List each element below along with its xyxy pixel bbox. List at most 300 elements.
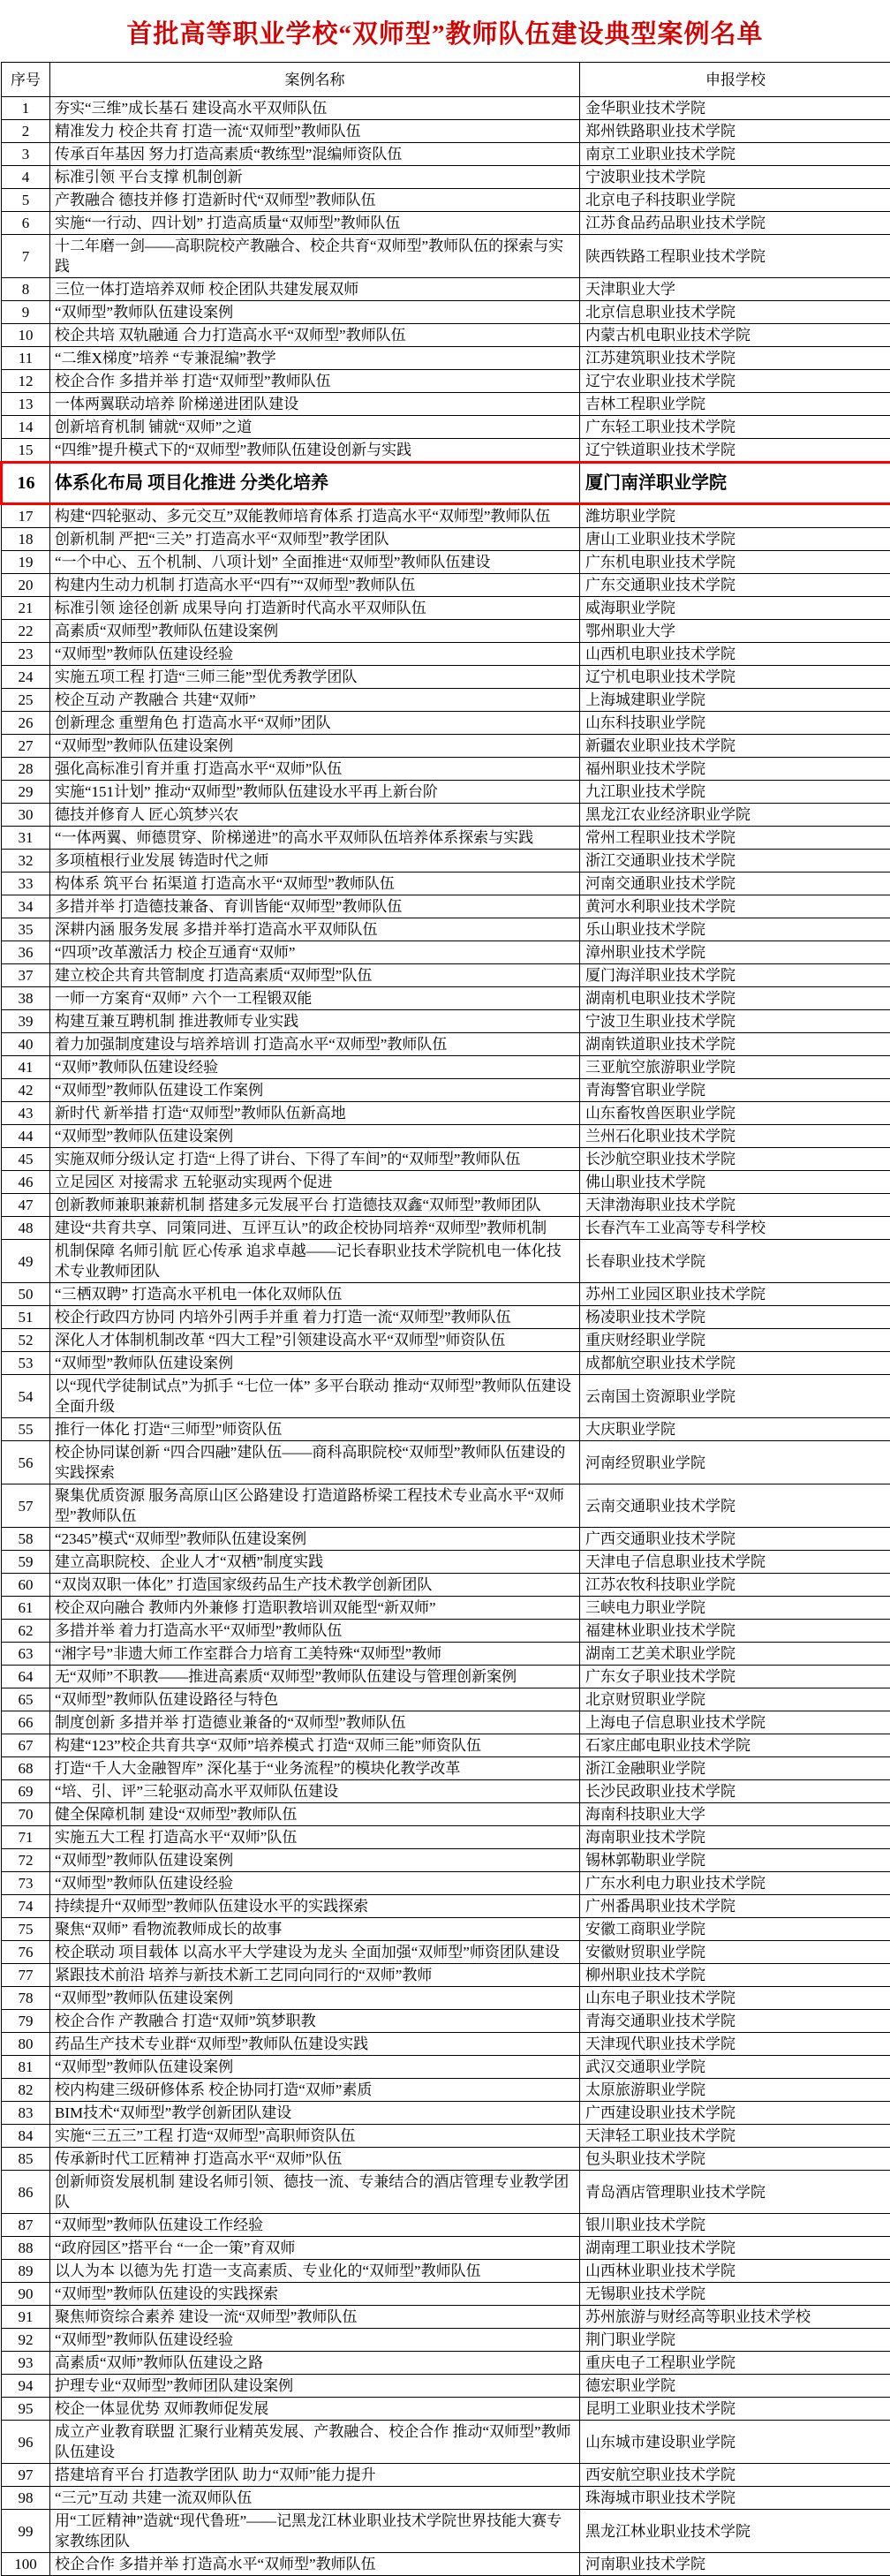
school-name: 金华职业技术学院 xyxy=(580,97,890,120)
case-name: 实施“一行动、四计划” 打造高质量“双师型”教师队伍 xyxy=(50,212,580,235)
case-name: 传承百年基因 努力打造高素质“教练型”混编师资队伍 xyxy=(50,143,580,166)
row-index: 29 xyxy=(2,781,50,804)
case-name: 构建互兼互聘机制 推进教师专业实践 xyxy=(50,1010,580,1033)
row-index: 91 xyxy=(2,2306,50,2329)
case-name: 成立产业教育联盟 汇聚行业精英发展、产教融合、校企合作 推动“双师型”教师队伍建设 xyxy=(50,2421,580,2464)
row-index: 99 xyxy=(2,2510,50,2553)
row-index: 42 xyxy=(2,1079,50,1102)
school-name: 山东畜牧兽医职业学院 xyxy=(580,1102,890,1125)
case-name: 创新培育机制 铺就“双师”之道 xyxy=(50,416,580,439)
school-name: 唐山工业职业技术学院 xyxy=(580,528,890,551)
table-row xyxy=(2,2398,890,2421)
row-index: 12 xyxy=(2,370,50,393)
table-row xyxy=(2,2283,890,2306)
row-index: 81 xyxy=(2,2056,50,2079)
case-name: 一师一方案育“双师” 六个一工程锻双能 xyxy=(50,987,580,1010)
case-name: 校企行政四方协同 内培外引两手并重 着力打造一流“双师型”教师队伍 xyxy=(50,1306,580,1329)
school-name: 三亚航空旅游职业学院 xyxy=(580,1056,890,1079)
school-name: 广西交通职业技术学院 xyxy=(580,1528,890,1551)
case-name: 校企合作 产教融合 打造“双师”筑梦职教 xyxy=(50,2010,580,2033)
school-name: 云南交通职业技术学院 xyxy=(580,1484,890,1528)
table-row xyxy=(2,212,890,235)
table-row xyxy=(2,189,890,212)
table-row xyxy=(2,528,890,551)
table-row xyxy=(2,1079,890,1102)
school-name: 南京工业职业技术学院 xyxy=(580,143,890,166)
school-name: 北京财贸职业学院 xyxy=(580,1688,890,1711)
table-row xyxy=(2,1918,890,1941)
row-index: 85 xyxy=(2,2148,50,2171)
case-name: “双师”教师队伍建设经验 xyxy=(50,1056,580,1079)
school-name: 新疆农业职业技术学院 xyxy=(580,735,890,758)
case-name: 强化高标准引育并重 打造高水平“双师”队伍 xyxy=(50,758,580,781)
school-name: 天津职业大学 xyxy=(580,278,890,301)
row-index: 77 xyxy=(2,1964,50,1987)
row-index: 40 xyxy=(2,1033,50,1056)
school-name: 长沙民政职业技术学院 xyxy=(580,1780,890,1803)
table-row xyxy=(2,1941,890,1964)
row-index: 45 xyxy=(2,1148,50,1171)
table-row xyxy=(2,643,890,666)
school-name: 广东交通职业技术学院 xyxy=(580,574,890,597)
row-index: 24 xyxy=(2,666,50,689)
case-name: 深化人才体制机制改革 “四大工程”引领建设高水平“双师型”师资队伍 xyxy=(50,1329,580,1352)
school-name: 重庆财经职业学院 xyxy=(580,1329,890,1352)
case-name: “双师型”教师队伍建设案例 xyxy=(50,2056,580,2079)
case-name: 深耕内涵 服务发展 多措并举打造高水平双师队伍 xyxy=(50,918,580,941)
case-name: 建立校企共育共管制度 打造高素质“双师型”队伍 xyxy=(50,964,580,987)
school-name: 长春职业技术学院 xyxy=(580,1240,890,1283)
case-name: 多措并举 着力打造高水平“双师型”教师队伍 xyxy=(50,1620,580,1643)
school-name: 河南职业技术学院 xyxy=(580,2553,890,2576)
table-row xyxy=(2,1033,890,1056)
row-index: 17 xyxy=(2,504,50,528)
row-index: 47 xyxy=(2,1194,50,1217)
table-row xyxy=(2,1010,890,1033)
case-name: “一体两翼、师德贯穿、阶梯递进”的高水平双师队伍培养体系探索与实践 xyxy=(50,827,580,850)
case-name: 构建“四轮驱动、多元交互”双能教师培育体系 打造高水平“双师型”教师队伍 xyxy=(50,504,580,528)
table-row xyxy=(2,2033,890,2056)
case-name: “双师型”教师队伍建设案例 xyxy=(50,1125,580,1148)
school-name: 河南经贸职业学院 xyxy=(580,1441,890,1484)
table-row xyxy=(2,1194,890,1217)
case-name: 创新教师兼职兼薪机制 搭建多元发展平台 打造德技双鑫“双师型”教师团队 xyxy=(50,1194,580,1217)
school-name: 长沙航空职业技术学院 xyxy=(580,1148,890,1171)
school-name: 天津渤海职业技术学院 xyxy=(580,1194,890,1217)
case-name: 校企共培 双轨融通 合力打造高水平“双师型”教师队伍 xyxy=(50,324,580,347)
school-name: 吉林工程职业学院 xyxy=(580,393,890,416)
table-row xyxy=(2,1849,890,1872)
case-name: 产教融合 德技并修 打造新时代“双师型”教师队伍 xyxy=(50,189,580,212)
table-row xyxy=(2,2260,890,2283)
school-name: 北京电子科技职业学院 xyxy=(580,189,890,212)
school-name: 德宏职业学院 xyxy=(580,2375,890,2398)
table-row xyxy=(2,712,890,735)
case-name: “2345”模式“双师型”教师队伍建设案例 xyxy=(50,1528,580,1551)
school-name: 辽宁机电职业技术学院 xyxy=(580,666,890,689)
table-row xyxy=(2,2125,890,2148)
table-row xyxy=(2,1171,890,1194)
school-name: 包头职业技术学院 xyxy=(580,2148,890,2171)
school-name: 鄂州职业大学 xyxy=(580,620,890,643)
case-name: 聚焦师资综合素养 建设一流“双师型”教师队伍 xyxy=(50,2306,580,2329)
school-name: 杨凌职业技术学院 xyxy=(580,1306,890,1329)
row-index: 80 xyxy=(2,2033,50,2056)
school-name: 厦门南洋职业学院 xyxy=(580,463,890,504)
table-row xyxy=(2,2102,890,2125)
case-name: 实施“151计划” 推动“双师型”教师队伍建设水平再上新台阶 xyxy=(50,781,580,804)
school-name: 湖南理工职业技术学院 xyxy=(580,2237,890,2260)
row-index: 53 xyxy=(2,1352,50,1375)
school-name: 陕西铁路工程职业技术学院 xyxy=(580,235,890,278)
table-row xyxy=(2,97,890,120)
school-name: 云南国土资源职业学院 xyxy=(580,1375,890,1418)
row-index: 28 xyxy=(2,758,50,781)
case-name: 建立高职院校、企业人才“双栖”制度实践 xyxy=(50,1551,580,1574)
row-index: 23 xyxy=(2,643,50,666)
row-index: 43 xyxy=(2,1102,50,1125)
row-index: 48 xyxy=(2,1217,50,1240)
school-name: 浙江交通职业技术学院 xyxy=(580,850,890,873)
case-name: “三元”互动 共建一流双师队伍 xyxy=(50,2487,580,2510)
school-name: 昆明工业职业技术学院 xyxy=(580,2398,890,2421)
row-index: 60 xyxy=(2,1574,50,1597)
row-index: 59 xyxy=(2,1551,50,1574)
case-name: 药品生产技术专业群“双师型”教师队伍建设实践 xyxy=(50,2033,580,2056)
case-name: “双师型”教师队伍建设的实践探索 xyxy=(50,2283,580,2306)
case-name: 传承新时代工匠精神 打造高水平“双师”队伍 xyxy=(50,2148,580,2171)
row-index: 88 xyxy=(2,2237,50,2260)
table-row xyxy=(2,1056,890,1079)
table-row xyxy=(2,1826,890,1849)
case-name: “三栖双聘” 打造高水平机电一体化双师队伍 xyxy=(50,1283,580,1306)
school-name: 武汉交通职业学院 xyxy=(580,2056,890,2079)
row-index: 34 xyxy=(2,895,50,918)
table-row xyxy=(2,235,890,278)
school-name: 青海警官职业学院 xyxy=(580,1079,890,1102)
table-row xyxy=(2,2510,890,2553)
table-row xyxy=(2,347,890,370)
table-row xyxy=(2,1217,890,1240)
case-name: “双师型”教师队伍建设工作经验 xyxy=(50,2214,580,2237)
table-row xyxy=(2,895,890,918)
row-index: 20 xyxy=(2,574,50,597)
row-index: 37 xyxy=(2,964,50,987)
case-name: 精准发力 校企共育 打造一流“双师型”教师队伍 xyxy=(50,120,580,143)
case-name: 高素质“双师”教师队伍建设之路 xyxy=(50,2352,580,2375)
case-name: 校企合作 多措并举 打造高水平“双师型”教师队伍 xyxy=(50,2553,580,2576)
school-name: 广州番禺职业技术学院 xyxy=(580,1895,890,1918)
case-name: 无“双师”不职教——推进高素质“双师型”教师队伍建设与管理创新案例 xyxy=(50,1666,580,1688)
case-name: 紧跟技术前沿 培养与新技术新工艺同向同行的“双师”教师 xyxy=(50,1964,580,1987)
row-index: 39 xyxy=(2,1010,50,1033)
school-name: 长春汽车工业高等专科学校 xyxy=(580,1217,890,1240)
row-index: 76 xyxy=(2,1941,50,1964)
table-row xyxy=(2,2421,890,2464)
table-row xyxy=(2,1872,890,1895)
school-name: 山西机电职业技术学院 xyxy=(580,643,890,666)
table-row xyxy=(2,324,890,347)
school-name: 荆门职业学院 xyxy=(580,2329,890,2352)
table-row xyxy=(2,2487,890,2510)
case-name: “双师型”教师队伍建设案例 xyxy=(50,735,580,758)
row-index: 65 xyxy=(2,1688,50,1711)
school-name: 山东电子职业技术学院 xyxy=(580,1987,890,2010)
row-index: 38 xyxy=(2,987,50,1010)
table-row xyxy=(2,1574,890,1597)
case-name: “双师型”教师队伍建设案例 xyxy=(50,1352,580,1375)
row-index: 92 xyxy=(2,2329,50,2352)
table-row xyxy=(2,827,890,850)
row-index: 46 xyxy=(2,1171,50,1194)
school-name: 海南科技职业大学 xyxy=(580,1803,890,1826)
case-name: “四项”改革激活力 校企互通育“双师” xyxy=(50,941,580,964)
row-index: 69 xyxy=(2,1780,50,1803)
table-row xyxy=(2,551,890,574)
table-row xyxy=(2,439,890,463)
row-index: 2 xyxy=(2,120,50,143)
case-name: 校企合作 多措并举 打造“双师型”教师队伍 xyxy=(50,370,580,393)
school-name: 江苏建筑职业技术学院 xyxy=(580,347,890,370)
case-name: 着力加强制度建设与培养培训 打造高水平“双师型”教师队伍 xyxy=(50,1033,580,1056)
table-row xyxy=(2,1803,890,1826)
row-index: 89 xyxy=(2,2260,50,2283)
table-row xyxy=(2,1283,890,1306)
school-name: 石家庄邮电职业技术学院 xyxy=(580,1734,890,1757)
row-index: 79 xyxy=(2,2010,50,2033)
table-row xyxy=(2,1734,890,1757)
row-index: 52 xyxy=(2,1329,50,1352)
case-name: 多措并举 打造德技兼备、育训皆能“双师型”教师队伍 xyxy=(50,895,580,918)
school-name: 厦门海洋职业技术学院 xyxy=(580,964,890,987)
school-name: 宁波卫生职业技术学院 xyxy=(580,1010,890,1033)
table-row xyxy=(2,689,890,712)
case-name: “四维”提升模式下的“双师型”教师队伍建设创新与实践 xyxy=(50,439,580,463)
table-row xyxy=(2,987,890,1010)
row-index: 55 xyxy=(2,1418,50,1441)
case-name: 用“工匠精神”造就“现代鲁班”——记黑龙江林业职业技术学院世界技能大赛专家教练团队 xyxy=(50,2510,580,2553)
row-index: 93 xyxy=(2,2352,50,2375)
school-name: 柳州职业技术学院 xyxy=(580,1964,890,1987)
row-index: 86 xyxy=(2,2171,50,2214)
table-row xyxy=(2,2464,890,2487)
row-index: 78 xyxy=(2,1987,50,2010)
row-index: 32 xyxy=(2,850,50,873)
case-name: “二维X梯度”培养 “专兼混编”教学 xyxy=(50,347,580,370)
case-name: 多项植根行业发展 铸造时代之师 xyxy=(50,850,580,873)
case-name: 标准引领 平台支撑 机制创新 xyxy=(50,166,580,189)
school-name: 郑州铁路职业技术学院 xyxy=(580,120,890,143)
school-name: 黑龙江农业经济职业学院 xyxy=(580,804,890,827)
table-row xyxy=(2,2010,890,2033)
row-index: 41 xyxy=(2,1056,50,1079)
row-index: 49 xyxy=(2,1240,50,1283)
row-index: 84 xyxy=(2,2125,50,2148)
school-name: 山东城市建设职业学院 xyxy=(580,2421,890,2464)
school-name: 威海职业学院 xyxy=(580,597,890,620)
case-name: 新时代 新举措 打造“双师型”教师队伍新高地 xyxy=(50,1102,580,1125)
table-row xyxy=(2,804,890,827)
row-index: 8 xyxy=(2,278,50,301)
school-name: 宁波职业技术学院 xyxy=(580,166,890,189)
table-row xyxy=(2,574,890,597)
case-name: “双师型”教师队伍建设经验 xyxy=(50,2329,580,2352)
table-body xyxy=(2,97,890,2576)
table-row xyxy=(2,166,890,189)
school-name: 北京信息职业技术学院 xyxy=(580,301,890,324)
table-row xyxy=(2,1643,890,1666)
row-index: 13 xyxy=(2,393,50,416)
row-index: 82 xyxy=(2,2079,50,2102)
case-name: 创新机制 严把“三关” 打造高水平“双师型”教学团队 xyxy=(50,528,580,551)
table-row xyxy=(2,1597,890,1620)
case-name: “双师型”教师队伍建设经验 xyxy=(50,1872,580,1895)
table-row xyxy=(2,964,890,987)
table-row xyxy=(2,1551,890,1574)
table-row xyxy=(2,597,890,620)
row-index: 30 xyxy=(2,804,50,827)
table-row xyxy=(2,1352,890,1375)
case-name: 健全保障机制 建设“双师型”教师队伍 xyxy=(50,1803,580,1826)
school-name: 珠海城市职业技术学院 xyxy=(580,2487,890,2510)
row-index: 26 xyxy=(2,712,50,735)
table-row xyxy=(2,1528,890,1551)
school-name: 重庆电子工程职业学院 xyxy=(580,2352,890,2375)
row-index: 44 xyxy=(2,1125,50,1148)
case-name: 高素质“双师型”教师队伍建设案例 xyxy=(50,620,580,643)
row-index: 1 xyxy=(2,97,50,120)
school-name: 苏州旅游与财经高等职业技术学校 xyxy=(580,2306,890,2329)
table-row xyxy=(2,2237,890,2260)
row-index: 51 xyxy=(2,1306,50,1329)
school-name: 辽宁铁道职业技术学院 xyxy=(580,439,890,463)
row-index: 97 xyxy=(2,2464,50,2487)
case-name: 构建“123”校企共育共享“双师”培养模式 打造“双师三能”师资队伍 xyxy=(50,1734,580,1757)
case-name: BIM技术“双师型”教学创新团队建设 xyxy=(50,2102,580,2125)
case-name: “湘字号”非遗大师工作室群合力培育工美特殊“双师型”教师 xyxy=(50,1643,580,1666)
case-name: 搭建培育平台 打造教学团队 助力“双师”能力提升 xyxy=(50,2464,580,2487)
table-row xyxy=(2,781,890,804)
case-name: 机制保障 名师引航 匠心传承 追求卓越——记长春职业技术学院机电一体化技术专业教师团队 xyxy=(50,1240,580,1283)
case-name: 立足园区 对接需求 五轮驱动实现两个促进 xyxy=(50,1171,580,1194)
row-index: 14 xyxy=(2,416,50,439)
table-row xyxy=(2,2352,890,2375)
row-index: 4 xyxy=(2,166,50,189)
case-name: “双师型”教师队伍建设经验 xyxy=(50,643,580,666)
row-index: 67 xyxy=(2,1734,50,1757)
row-index: 22 xyxy=(2,620,50,643)
school-name: 广西建设职业技术学院 xyxy=(580,2102,890,2125)
table-row xyxy=(2,758,890,781)
row-index: 71 xyxy=(2,1826,50,1849)
table-row xyxy=(2,1306,890,1329)
row-index: 73 xyxy=(2,1872,50,1895)
table-row xyxy=(2,2171,890,2214)
row-index: 7 xyxy=(2,235,50,278)
school-name: 潍坊职业学院 xyxy=(580,504,890,528)
table-row xyxy=(2,2306,890,2329)
school-name: 安徽财贸职业学院 xyxy=(580,1941,890,1964)
table-row xyxy=(2,1780,890,1803)
school-name: 安徽工商职业学院 xyxy=(580,1918,890,1941)
table-row xyxy=(2,1102,890,1125)
school-name: 常州工程职业技术学院 xyxy=(580,827,890,850)
school-name: 江苏食品药品职业技术学院 xyxy=(580,212,890,235)
table-row xyxy=(2,1441,890,1484)
row-index: 63 xyxy=(2,1643,50,1666)
case-name: 校内构建三级研修体系 校企协同打造“双师”素质 xyxy=(50,2079,580,2102)
table-row xyxy=(2,1688,890,1711)
school-name: 太原旅游职业学院 xyxy=(580,2079,890,2102)
table-row xyxy=(2,416,890,439)
row-index: 11 xyxy=(2,347,50,370)
case-name: “双师型”教师队伍建设案例 xyxy=(50,301,580,324)
school-name: 青海交通职业技术学院 xyxy=(580,2010,890,2033)
table-row xyxy=(2,941,890,964)
table-row xyxy=(2,1987,890,2010)
table-row xyxy=(2,504,890,528)
case-name: 打造“千人大金融智库” 深化基于“业务流程”的模块化教学改革 xyxy=(50,1757,580,1780)
school-name: 上海电子信息职业技术学院 xyxy=(580,1711,890,1734)
row-index: 74 xyxy=(2,1895,50,1918)
school-name: 辽宁农业职业技术学院 xyxy=(580,370,890,393)
col-header-index: 序号 xyxy=(2,63,50,97)
school-name: 银川职业技术学院 xyxy=(580,2214,890,2237)
case-name: 体系化布局 项目化推进 分类化培养 xyxy=(50,463,580,504)
row-index: 95 xyxy=(2,2398,50,2421)
table-row xyxy=(2,666,890,689)
row-index: 6 xyxy=(2,212,50,235)
row-index: 5 xyxy=(2,189,50,212)
row-index: 21 xyxy=(2,597,50,620)
school-name: 青岛酒店管理职业技术学院 xyxy=(580,2171,890,2214)
case-name: 实施五大工程 打造高水平“双师”队伍 xyxy=(50,1826,580,1849)
school-name: 山东科技职业学院 xyxy=(580,712,890,735)
school-name: 三峡电力职业学院 xyxy=(580,1597,890,1620)
school-name: 九江职业技术学院 xyxy=(580,781,890,804)
case-name: 校企互动 产教融合 共建“双师” xyxy=(50,689,580,712)
case-name: 推行一体化 打造“三师型”师资队伍 xyxy=(50,1418,580,1441)
case-name: 实施五项工程 打造“三师三能”型优秀教学团队 xyxy=(50,666,580,689)
table-row-highlighted xyxy=(2,463,890,504)
school-name: 湖南铁道职业技术学院 xyxy=(580,1033,890,1056)
row-index: 72 xyxy=(2,1849,50,1872)
school-name: 福州职业技术学院 xyxy=(580,758,890,781)
row-index: 19 xyxy=(2,551,50,574)
case-name: “双师型”教师队伍建设工作案例 xyxy=(50,1079,580,1102)
table-row xyxy=(2,1484,890,1528)
case-name: 德技并修育人 匠心筑梦兴农 xyxy=(50,804,580,827)
row-index: 33 xyxy=(2,873,50,895)
case-name: “一个中心、五个机制、八项计划” 全面推进“双师型”教师队伍建设 xyxy=(50,551,580,574)
case-name: 创新理念 重塑角色 打造高水平“双师”团队 xyxy=(50,712,580,735)
row-index: 98 xyxy=(2,2487,50,2510)
table-row xyxy=(2,735,890,758)
row-index: 56 xyxy=(2,1441,50,1484)
school-name: 海南职业技术学院 xyxy=(580,1826,890,1849)
case-name: 标准引领 途径创新 成果导向 打造新时代高水平双师队伍 xyxy=(50,597,580,620)
case-name: 制度创新 多措并举 打造德业兼备的“双师型”教师队伍 xyxy=(50,1711,580,1734)
case-name: 以人为本 以德为先 打造一支高素质、专业化的“双师型”教师队伍 xyxy=(50,2260,580,2283)
case-name: 建设“共育共享、同策同进、互评互认”的政企校协同培养“双师型”教师机制 xyxy=(50,1217,580,1240)
case-name: “双岗双职一体化” 打造国家级药品生产技术教学创新团队 xyxy=(50,1574,580,1597)
case-name: “双师型”教师队伍建设案例 xyxy=(50,1987,580,2010)
row-index: 15 xyxy=(2,439,50,463)
case-name: 聚焦“双师” 看物流教师成长的故事 xyxy=(50,1918,580,1941)
table-row xyxy=(2,393,890,416)
case-name: “培、引、评”三轮驱动高水平双师队伍建设 xyxy=(50,1780,580,1803)
table-row xyxy=(2,1125,890,1148)
